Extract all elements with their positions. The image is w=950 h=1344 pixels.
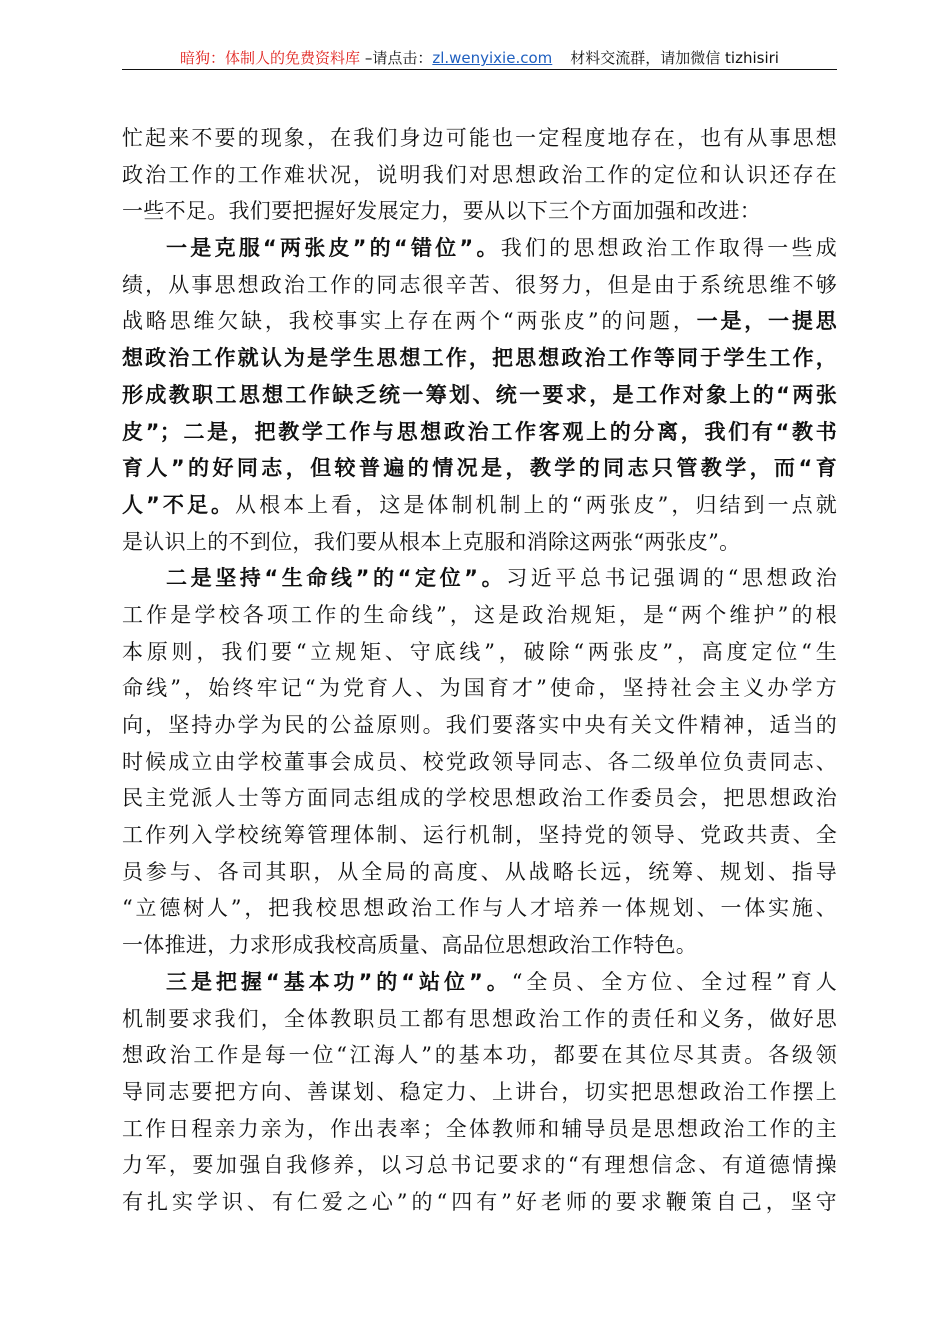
bold-text: 形成教职工思想工作缺乏统一筹划、统一要求，是工作对象上的“两张 xyxy=(122,382,837,407)
text-line xyxy=(122,817,837,854)
text-line xyxy=(122,927,837,964)
text-line xyxy=(122,854,837,891)
bold-text: 育人”的好同志，但较普遍的情况是，教学的同志只管教学，而“育 xyxy=(122,456,837,481)
body-text: 本原则，我们要“立规矩、守底线”，破除“两张皮”，高度定位“生 xyxy=(122,639,837,664)
body-text: 向，坚持办学为民的公益原则。我们要落实中央有关文件精神，适当的 xyxy=(122,713,837,737)
body-text: 有扎实学识、有仁爱之心”的“四有”好老师的要求鞭策自己，坚守 xyxy=(122,1189,837,1214)
body-text: 是认识上的不到位，我们要从根本上克服和消除这两张“两张皮”。 xyxy=(122,529,741,554)
text-line xyxy=(122,267,837,304)
bold-text: 皮”；二是，把教学工作与思想政治工作客观上的分离，我们有“教书 xyxy=(122,419,837,444)
body-text: 战略思维欠缺，我校事实上存在两个“两张皮”的问题， xyxy=(122,309,697,334)
body-text: 工作列入学校统筹管理体制、运行机制，坚持党的领导、党政共责、全 xyxy=(122,823,837,848)
text-line xyxy=(122,1074,837,1111)
click-prompt: –请点击： xyxy=(360,49,433,67)
body-text: 导同志要把方向、善谋划、稳定力、上讲台，切实把思想政治工作摆上 xyxy=(122,1079,837,1104)
text-line xyxy=(122,1001,837,1038)
text-line xyxy=(122,193,837,230)
text-line xyxy=(122,450,837,487)
wechat-group-text: 材料交流群，请加微信 tizhisiri xyxy=(570,49,779,67)
body-text: 机制要求我们，全体教职员工都有思想政治工作的责任和义务，做好思 xyxy=(122,1006,837,1031)
website-link[interactable]: zl.wenyixie.com xyxy=(432,49,553,67)
body-text: 我们的思想政治工作取得一些成 xyxy=(500,236,837,261)
text-line xyxy=(122,1184,837,1221)
text-line xyxy=(122,414,837,451)
body-text: 政治工作的工作难状况，说明我们对思想政治工作的定位和认识还存在 xyxy=(122,162,837,187)
bold-text: 三是把握“基本功”的“站位”。 xyxy=(166,969,512,994)
body-text: 从根本上看，这是体制机制上的“两张皮”，归结到一点就 xyxy=(235,492,837,517)
text-line xyxy=(122,744,837,781)
text-line xyxy=(122,597,837,634)
text-line xyxy=(122,1147,837,1184)
text-line xyxy=(122,157,837,194)
body-text: 员参与、各司其职，从全局的高度、从战略长远，统筹、规划、指导 xyxy=(122,859,837,884)
bold-text: 二是坚持“生命线”的“定位”。 xyxy=(166,566,507,591)
header-divider xyxy=(122,69,837,70)
body-text: “立德树人”，把我校思想政治工作与人才培养一体规划、一体实施、 xyxy=(122,896,837,921)
body-text: 工作是学校各项工作的生命线”，这是政治规矩，是“两个维护”的根 xyxy=(122,602,837,627)
text-line xyxy=(122,230,837,267)
bold-text: 想政治工作就认为是学生思想工作，把思想政治工作等同于学生工作， xyxy=(122,346,837,371)
text-line xyxy=(122,377,837,414)
text-line xyxy=(122,634,837,671)
body-text: 一体推进，力求形成我校高质量、高品位思想政治工作特色。 xyxy=(122,933,698,958)
text-line xyxy=(122,340,837,377)
bold-text: 一是克服“两张皮”的“错位”。 xyxy=(166,236,501,261)
text-line xyxy=(122,303,837,340)
bold-text: 一是，一提思 xyxy=(696,309,837,334)
text-line xyxy=(122,670,837,707)
promo-text: 暗狗：体制人的免费资料库 xyxy=(180,49,361,67)
body-text: 工作日程亲力亲为，作出表率；全体教师和辅导员是思想政治工作的主 xyxy=(122,1116,837,1141)
text-line xyxy=(122,487,837,524)
body-text: 民主党派人士等方面同志组成的学校思想政治工作委员会，把思想政治 xyxy=(122,786,837,811)
body-text: 时候成立由学校董事会成员、校党政领导同志、各二级单位负责同志、 xyxy=(122,749,837,774)
body-text: “全员、全方位、全过程”育人 xyxy=(511,969,837,994)
text-line xyxy=(122,1037,837,1074)
body-text: 绩，从事思想政治工作的同志很辛苦、很努力，但是由于系统思维不够 xyxy=(122,272,837,297)
text-line xyxy=(122,524,837,561)
body-text: 忙起来不要的现象，在我们身边可能也一定程度地存在，也有从事思想 xyxy=(122,126,837,150)
body-text: 想政治工作是每一位“江海人”的基本功，都要在其位尽其责。各级领 xyxy=(122,1043,837,1068)
page-header xyxy=(122,47,837,69)
body-text: 习近平总书记强调的“思想政治 xyxy=(506,566,837,591)
bold-text: 人”不足。 xyxy=(122,492,236,517)
text-line xyxy=(122,1111,837,1148)
text-line xyxy=(122,890,837,927)
text-line xyxy=(122,780,837,817)
body-text: 力军，要加强自我修养，以习总书记要求的“有理想信念、有道德情操 xyxy=(122,1153,837,1178)
body-text: 命线”，始终牢记“为党育人、为国育才”使命，坚持社会主义办学方 xyxy=(122,676,837,701)
text-line xyxy=(122,964,837,1001)
body-text: 一些不足。我们要把握好发展定力，要从以下三个方面加强和改进： xyxy=(122,199,761,224)
text-line xyxy=(122,707,837,744)
text-line xyxy=(122,120,837,157)
document-body xyxy=(122,120,837,1221)
text-line xyxy=(122,560,837,597)
